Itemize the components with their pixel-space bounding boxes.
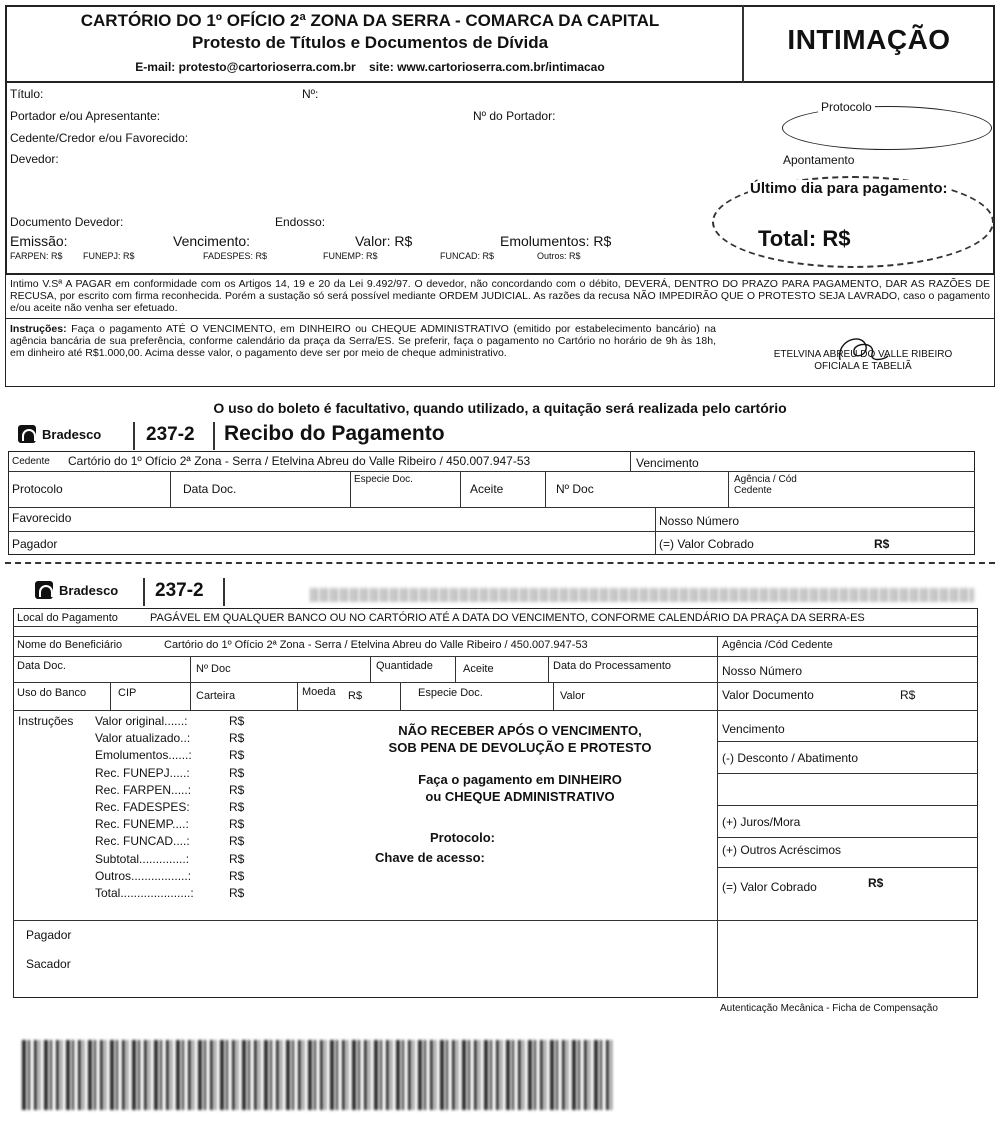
receipt-bank-name: Bradesco	[42, 426, 102, 442]
slip-pay-line1: Faça o pagamento em DINHEIRO	[418, 772, 622, 787]
slip-instruction-label: Outros.................:	[95, 868, 192, 883]
slip-pagador: Pagador	[26, 928, 72, 942]
receipt-rs: R$	[874, 537, 890, 551]
slip-line-local	[13, 626, 978, 627]
receipt-row-line-2	[8, 507, 975, 508]
slip-juros: (+) Juros/Mora	[722, 815, 801, 829]
slip-right-line-1	[717, 741, 978, 742]
funemp-label: FUNEMP: R$	[323, 251, 378, 261]
slip-nosso-numero: Nosso Número	[722, 664, 803, 678]
slip-instruction-label: Rec. FUNCAD....:	[95, 834, 190, 849]
slip-line-datadoc	[13, 682, 978, 683]
fadespes-label: FADESPES: R$	[203, 251, 268, 261]
num-portador-label: Nº do Portador:	[473, 109, 556, 123]
document-type: INTIMAÇÃO	[787, 24, 951, 55]
slip-instruction-label: Valor atualizado..:	[95, 731, 191, 746]
slip-col-dataproc	[548, 656, 549, 682]
slip-bank-code: 237-2	[155, 580, 204, 601]
slip-right-line-3	[717, 805, 978, 806]
receipt-code-divider	[213, 422, 215, 450]
receipt-title: Recibo do Pagamento	[224, 422, 445, 445]
boleto-barcode	[22, 1040, 612, 1110]
signature-scribble	[832, 330, 892, 370]
cedente-label: Cedente/Credor e/ou Favorecido:	[10, 131, 189, 145]
header-divider	[742, 5, 744, 83]
slip-uso-banco: Uso do Banco	[17, 687, 87, 699]
portador-label: Portador e/ou Apresentante:	[10, 109, 161, 123]
optional-note: O uso do boleto é facultativo, quando utilizado, a quitação será realizada pelo cartório	[213, 400, 787, 416]
receipt-agencia: Agência / Cód Cedente	[734, 474, 797, 496]
slip-autenticacao: Autenticação Mecânica - Ficha de Compensação	[720, 1003, 938, 1014]
slip-instruction-currency: R$	[229, 714, 245, 728]
slip-line-pagador	[13, 920, 978, 921]
slip-valor: Valor	[560, 690, 585, 702]
slip-line-benef	[13, 656, 978, 657]
slip-col-ndoc	[190, 656, 191, 682]
slip-line-uso	[13, 710, 978, 711]
receipt-col-3	[460, 471, 461, 507]
receipt-col-4	[545, 471, 546, 507]
slip-sacador: Sacador	[26, 957, 71, 971]
slip-data-proc: Data do Processamento	[553, 660, 672, 672]
slip-valor-cobrado: (=) Valor Cobrado	[722, 880, 817, 894]
legal-notice-text: Intimo V.Sª A PAGAR em conformidade com os Artigos 14, 19 e 20 da Lei 9.492/97. O devedor, não concordando com o débito, DEVERÁ, DENTRO DO PRAZO PARA PAGAMENTO, DAR AS RAZÕES DE RECUSA, por escrito com firma reconhecida. Porém a sustação só será possível mediante ORDEM JUDICIAL. As razões da recusa NÃO IMPEDIRÃO QUE O PROTESTO SEJA LAVRADO, caso o pagamento e/ou aceite não venha ser efetuado.	[10, 278, 990, 314]
slip-valor-documento: Valor Documento	[722, 688, 814, 702]
slip-aceite: Aceite	[463, 663, 494, 675]
protocolo-label: Protocolo	[818, 100, 875, 114]
titulo-label: Título:	[10, 87, 44, 101]
farpen-label: FARPEN: R$	[10, 251, 63, 261]
slip-protocolo: Protocolo:	[430, 830, 495, 845]
slip-local-label: Local do Pagamento	[17, 612, 118, 624]
emolumentos-label: Emolumentos: R$	[500, 233, 612, 249]
office-contact: E-mail: protesto@cartorioserra.com.br site: www.cartorioserra.com.br/intimacao	[135, 60, 605, 74]
slip-valor-cobrado-rs: R$	[868, 876, 884, 890]
slip-col-cip	[110, 682, 111, 710]
slip-instruction-currency: R$	[229, 868, 245, 883]
receipt-protocolo: Protocolo	[12, 482, 63, 496]
receipt-col-5	[728, 471, 729, 507]
slip-bank-name: Bradesco	[59, 582, 119, 598]
slip-data-doc: Data Doc.	[17, 660, 66, 672]
receipt-cedente-value: Cartório do 1º Ofício 2ª Zona - Serra / Etelvina Abreu do Valle Ribeiro / 450.007.947-53	[68, 454, 531, 468]
slip-right-line-5	[717, 867, 978, 868]
slip-instruction-currency: R$	[229, 851, 245, 866]
receipt-row-line-3	[8, 531, 975, 532]
bradesco-logo-icon	[18, 425, 36, 443]
instructions-text	[10, 323, 716, 359]
slip-instruction-currency: R$	[229, 834, 245, 849]
endosso-label: Endosso:	[275, 215, 326, 229]
slip-col-carteira	[190, 682, 191, 710]
bradesco-logo-icon	[35, 581, 53, 599]
slip-beneficiario-value: Cartório do 1º Ofício 2ª Zona - Serra / Etelvina Abreu do Valle Ribeiro / 450.007.947-53	[164, 639, 588, 651]
receipt-bank-code: 237-2	[146, 424, 195, 445]
receipt-bank-logo	[18, 425, 101, 443]
receipt-logo-divider	[133, 422, 135, 450]
slip-instruction-currency: R$	[229, 800, 245, 814]
documento-devedor-label: Documento Devedor:	[10, 215, 124, 229]
slip-right-line-4	[717, 837, 978, 838]
emissao-label: Emissão:	[10, 233, 68, 249]
slip-instruction-currency: R$	[229, 731, 245, 746]
slip-right-column	[717, 636, 718, 998]
vencimento-label: Vencimento:	[173, 233, 251, 249]
slip-outros-acrescimos: (+) Outros Acréscimos	[722, 843, 842, 857]
slip-chave: Chave de acesso:	[375, 850, 485, 865]
receipt-col-vencimento	[630, 451, 631, 471]
slip-n-doc: Nº Doc	[196, 663, 231, 675]
digitable-line-blurred	[310, 588, 975, 602]
devedor-label: Devedor:	[10, 152, 59, 166]
funcad-label: FUNCAD: R$	[440, 251, 495, 261]
total-label: Total: R$	[758, 226, 851, 251]
slip-bank-logo	[35, 581, 118, 599]
funepj-label: FUNEPJ: R$	[83, 251, 135, 261]
signer-name: ETELVINA ABREU DO VALLE RIBEIRO	[773, 349, 953, 360]
slip-col-especie	[400, 682, 401, 710]
receipt-col-1	[170, 471, 171, 507]
apontamento-label: Apontamento	[783, 153, 855, 167]
slip-local-value: PAGÁVEL EM QUALQUER BANCO OU NO CARTÓRIO ATÉ A DATA DO VENCIMENTO, CONFORME CALENDÁRIO DA PRAÇA DA SERRA-ES	[150, 612, 865, 624]
slip-instruction-label: Total.....................:	[95, 886, 194, 900]
slip-instruction-currency: R$	[229, 748, 245, 763]
receipt-vencimento: Vencimento	[636, 456, 699, 470]
receipt-row-line-1	[8, 471, 975, 472]
receipt-aceite: Aceite	[470, 482, 504, 496]
slip-vencimento: Vencimento	[722, 722, 785, 736]
slip-warn-line2: SOB PENA DE DEVOLUÇÃO E PROTESTO	[388, 740, 652, 755]
slip-moeda: Moeda	[302, 686, 336, 698]
slip-agencia: Agência /Cód Cedente	[722, 639, 833, 651]
slip-col-valor	[553, 682, 554, 710]
protocolo-oval	[782, 106, 992, 150]
slip-instruction-label: Rec. FADESPES:	[95, 800, 190, 814]
slip-instruction-currency: R$	[229, 817, 245, 832]
slip-instruction-label: Emolumentos......:	[95, 748, 192, 763]
office-title: CARTÓRIO DO 1º OFÍCIO 2ª ZONA DA SERRA - COMARCA DA CAPITAL	[80, 11, 660, 30]
slip-instruction-label: Subtotal..............:	[95, 851, 190, 866]
slip-instruction-label: Rec. FUNEPJ.....:	[95, 765, 190, 780]
instructions-label: Instruções:	[10, 323, 67, 335]
slip-instruction-currency: R$	[229, 886, 245, 900]
receipt-data-doc: Data Doc.	[183, 482, 237, 496]
instructions-body: Faça o pagamento ATÉ O VENCIMENTO, em DINHEIRO ou CHEQUE ADMINISTRATIVO (emitido por estabelecimento bancário) na agência bancária de sua preferência, conforme calendário da praça da Serra/ES. Se preferir, faça o pagamento no Cartório no horário de 9h às 18h, em dinheiro até R$1.000,00. Acima desse valor, o pagamento deve ser por meio de cheque administrativo.	[10, 323, 716, 359]
valor-label: Valor: R$	[355, 233, 413, 249]
cut-line	[5, 562, 995, 564]
slip-instruction-currency: R$	[229, 765, 245, 780]
slip-instruction-label: Valor original......:	[95, 714, 188, 728]
slip-instrucoes-label: Instruções	[18, 714, 74, 728]
slip-beneficiario-label: Nome do Beneficiário	[17, 639, 123, 651]
slip-pay-line2: ou CHEQUE ADMINISTRATIVO	[425, 789, 615, 804]
receipt-cedente-label: Cedente	[12, 456, 50, 467]
slip-warn-line1: NÃO RECEBER APÓS O VENCIMENTO,	[398, 723, 642, 738]
slip-instruction-label: Rec. FUNEMP....:	[95, 817, 189, 832]
slip-quantidade: Quantidade	[376, 660, 433, 672]
slip-col-quantidade	[370, 656, 371, 682]
slip-line-top-benef	[13, 636, 978, 637]
slip-cip: CIP	[118, 687, 137, 699]
slip-especie-doc: Especie Doc.	[418, 687, 483, 699]
slip-logo-divider	[143, 578, 145, 606]
ultimo-dia-label: Último dia para pagamento:	[750, 180, 948, 197]
slip-right-line-2	[717, 773, 978, 774]
receipt-nosso-numero: Nosso Número	[659, 514, 740, 528]
outros-label: Outros: R$	[537, 251, 581, 261]
slip-moeda-val: R$	[348, 690, 363, 702]
slip-desconto: (-) Desconto / Abatimento	[722, 751, 859, 765]
receipt-col-6	[655, 507, 656, 555]
receipt-n-doc: Nº Doc	[556, 482, 594, 496]
slip-instruction-currency: R$	[229, 782, 245, 797]
numero-label: Nº:	[302, 87, 319, 101]
slip-carteira: Carteira	[196, 690, 236, 702]
slip-col-aceite	[455, 656, 456, 682]
receipt-pagador: Pagador	[12, 537, 58, 551]
slip-instruction-label: Rec. FARPEN.....:	[95, 782, 192, 797]
receipt-especie-doc: Especie Doc.	[354, 474, 413, 485]
receipt-valor-cobrado: (=) Valor Cobrado	[659, 537, 754, 551]
slip-valor-documento-rs: R$	[900, 688, 916, 702]
slip-col-moeda	[297, 682, 298, 710]
office-subtitle: Protesto de Títulos e Documentos de Dívida	[191, 33, 549, 52]
signer-title: OFICIALA E TABELIÃ	[814, 361, 912, 372]
slip-code-divider	[223, 578, 225, 606]
receipt-col-2	[350, 471, 351, 507]
receipt-favorecido: Favorecido	[12, 511, 72, 525]
